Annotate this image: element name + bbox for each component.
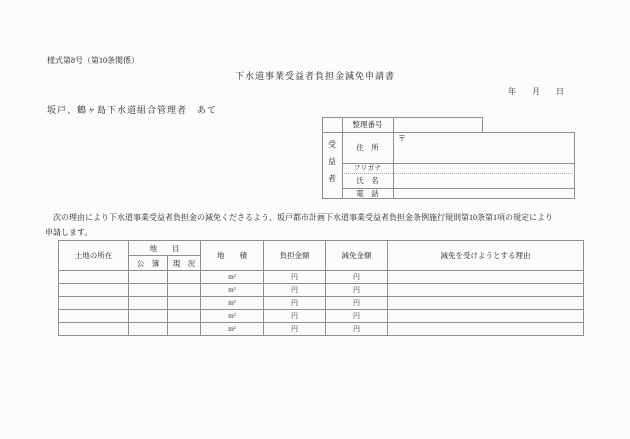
beneficiary-side-label: 受益者 [327,140,337,191]
furigana-label: フリガナ [353,164,382,172]
cell-location [59,323,129,336]
cell-exemption-amount: 円 [326,297,388,310]
cell-category-current [168,271,201,284]
date-line: 年 月 日 [508,87,564,96]
cell-location [59,284,129,297]
cell-location [59,297,129,310]
cell-category-current [168,323,201,336]
postal-mark: 〒 [398,134,406,143]
cell-exemption-amount: 円 [326,310,388,323]
cell-area: m² [201,284,264,297]
cell-category-registered [129,323,168,336]
name-label: 氏 名 [356,176,379,185]
header-area: 地 積 [201,241,264,271]
beneficiary-box [322,117,575,199]
form-number: 様式第8号（第10条関係） [47,56,139,65]
cell-levy-amount: 円 [264,310,326,323]
dotted-divider [342,173,575,174]
cell-category-registered [129,271,168,284]
phone-label: 電 話 [356,189,379,198]
statement-line-2: 申請します。 [45,228,93,237]
cell-category-registered [129,310,168,323]
cell-area: m² [201,271,264,284]
address-label: 住 所 [356,143,379,152]
land-table [58,240,584,336]
cell-category-current [168,297,201,310]
cell-reason [388,271,584,284]
cell-category-current [168,284,201,297]
cell-category-registered [129,284,168,297]
cell-exemption-amount: 円 [326,323,388,336]
application-statement [45,210,590,240]
cell-area: m² [201,323,264,336]
cell-levy-amount: 円 [264,284,326,297]
cell-location [59,271,129,284]
header-location: 土地の所在 [59,241,129,271]
table-row [59,271,584,284]
cell-exemption-amount: 円 [326,271,388,284]
cell-category-registered [129,297,168,310]
cell-location [59,310,129,323]
land-table-container [58,240,584,336]
cell-exemption-amount: 円 [326,284,388,297]
cell-levy-amount: 円 [264,323,326,336]
cell-reason [388,284,584,297]
reference-number-label: 整理番号 [352,120,383,129]
cell-reason [388,297,584,310]
table-header-row-1 [59,241,584,256]
statement-line-1: 次の理由により下水道事業受益者負担金の減免くださるよう、坂戸都市計画下水道事業受益者負担金条例施行規則第10条第1項の規定により [45,213,553,222]
header-exemption-amount: 減免金額 [326,241,388,271]
cell-category-current [168,310,201,323]
header-category-registered: 公 簿 [129,256,168,271]
header-reason: 減免を受けようとする理由 [388,241,584,271]
header-category: 地 目 [129,241,201,256]
page-title: 下水道事業受益者負担金減免申請書 [234,71,395,81]
cell-area: m² [201,310,264,323]
cell-reason [388,310,584,323]
cell-levy-amount: 円 [264,297,326,310]
table-row [59,310,584,323]
divider [342,117,343,199]
divider [393,117,394,199]
header-category-current: 現 況 [168,256,201,271]
table-row [59,323,584,336]
cell-reason [388,323,584,336]
addressee-line: 坂戸、鶴ヶ島下水道組合管理者 あて [47,105,218,115]
header-levy-amount: 負担金額 [264,241,326,271]
table-row [59,297,584,310]
table-row [59,284,584,297]
cell-levy-amount: 円 [264,271,326,284]
cell-area: m² [201,297,264,310]
